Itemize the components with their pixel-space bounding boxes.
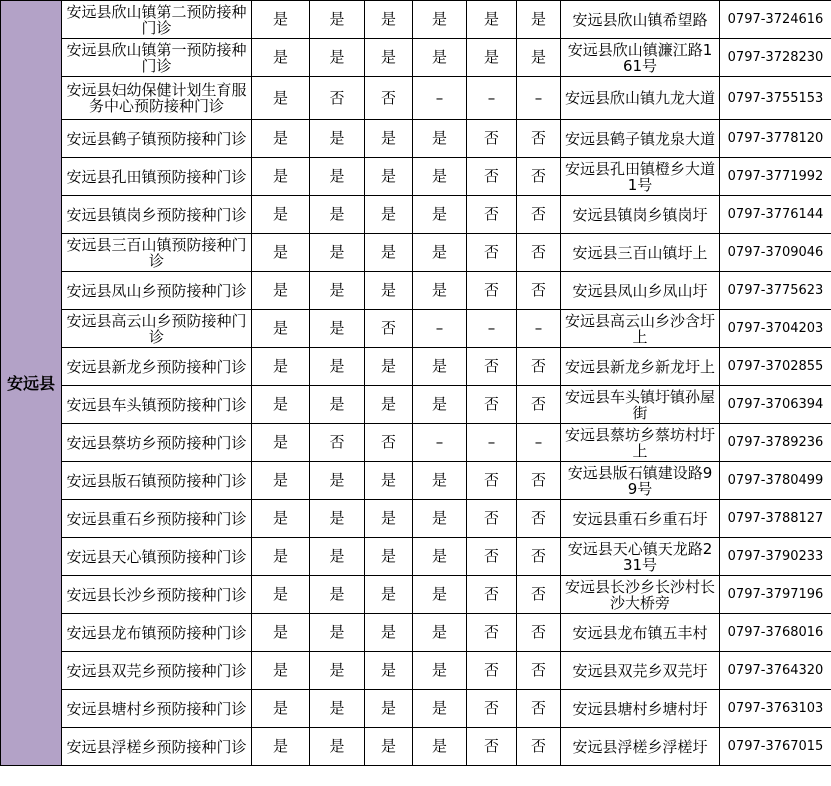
phone-cell: 0797-3755153	[720, 77, 831, 120]
address-cell: 安远县双芫乡双芫圩	[561, 652, 720, 690]
service-1-cell: 是	[252, 386, 310, 424]
service-5-cell: 否	[467, 120, 517, 158]
service-4-cell: –	[413, 310, 467, 348]
phone-cell: 0797-3767015	[720, 728, 831, 766]
service-6-cell: 否	[517, 538, 561, 576]
address-cell: 安远县欣山镇九龙大道	[561, 77, 720, 120]
address-cell: 安远县长沙乡长沙村长沙大桥旁	[561, 576, 720, 614]
service-5-cell: 否	[467, 234, 517, 272]
service-6-cell: 是	[517, 39, 561, 77]
service-3-cell: 是	[365, 462, 413, 500]
phone-cell: 0797-3702855	[720, 348, 831, 386]
address-cell: 安远县浮槎乡浮槎圩	[561, 728, 720, 766]
address-cell: 安远县塘村乡塘村圩	[561, 690, 720, 728]
service-6-cell: 否	[517, 158, 561, 196]
phone-cell: 0797-3768016	[720, 614, 831, 652]
service-1-cell: 是	[252, 234, 310, 272]
clinic-name-cell: 安远县重石乡预防接种门诊	[62, 500, 252, 538]
service-4-cell: 是	[413, 196, 467, 234]
table-row	[1, 1, 831, 39]
address-cell: 安远县天心镇天龙路231号	[561, 538, 720, 576]
phone-cell: 0797-3797196	[720, 576, 831, 614]
address-cell: 安远县欣山镇濂江路161号	[561, 39, 720, 77]
service-6-cell: –	[517, 77, 561, 120]
phone-cell: 0797-3775623	[720, 272, 831, 310]
service-5-cell: –	[467, 77, 517, 120]
service-3-cell: 是	[365, 500, 413, 538]
phone-cell: 0797-3790233	[720, 538, 831, 576]
phone-cell: 0797-3788127	[720, 500, 831, 538]
phone-cell: 0797-3709046	[720, 234, 831, 272]
service-3-cell: 是	[365, 234, 413, 272]
service-5-cell: 否	[467, 614, 517, 652]
table-row	[1, 120, 831, 158]
service-2-cell: 是	[310, 272, 365, 310]
service-6-cell: 否	[517, 386, 561, 424]
service-1-cell: 是	[252, 310, 310, 348]
clinic-name-cell: 安远县长沙乡预防接种门诊	[62, 576, 252, 614]
phone-cell: 0797-3724616	[720, 1, 831, 39]
service-4-cell: 是	[413, 348, 467, 386]
service-4-cell: 是	[413, 538, 467, 576]
service-3-cell: 是	[365, 196, 413, 234]
service-1-cell: 是	[252, 500, 310, 538]
service-3-cell: 是	[365, 386, 413, 424]
clinic-name-cell: 安远县龙布镇预防接种门诊	[62, 614, 252, 652]
service-6-cell: –	[517, 310, 561, 348]
service-2-cell: 是	[310, 120, 365, 158]
service-3-cell: 是	[365, 348, 413, 386]
table-row	[1, 424, 831, 462]
service-2-cell: 是	[310, 538, 365, 576]
clinic-name-cell: 安远县凤山乡预防接种门诊	[62, 272, 252, 310]
clinic-name-cell: 安远县版石镇预防接种门诊	[62, 462, 252, 500]
service-1-cell: 是	[252, 538, 310, 576]
clinic-name-cell: 安远县妇幼保健计划生育服务中心预防接种门诊	[62, 77, 252, 120]
phone-cell: 0797-3706394	[720, 386, 831, 424]
clinic-table-body	[1, 1, 831, 766]
service-3-cell: 是	[365, 120, 413, 158]
address-cell: 安远县版石镇建设路99号	[561, 462, 720, 500]
table-row	[1, 39, 831, 77]
service-3-cell: 是	[365, 652, 413, 690]
service-5-cell: –	[467, 310, 517, 348]
service-2-cell: 是	[310, 728, 365, 766]
service-6-cell: 否	[517, 272, 561, 310]
service-2-cell: 是	[310, 39, 365, 77]
clinic-name-cell: 安远县鹤子镇预防接种门诊	[62, 120, 252, 158]
table-row	[1, 728, 831, 766]
service-5-cell: 否	[467, 690, 517, 728]
service-3-cell: 是	[365, 158, 413, 196]
clinic-name-cell: 安远县三百山镇预防接种门诊	[62, 234, 252, 272]
table-row	[1, 652, 831, 690]
clinic-name-cell: 安远县浮槎乡预防接种门诊	[62, 728, 252, 766]
service-2-cell: 是	[310, 386, 365, 424]
clinic-name-cell: 安远县车头镇预防接种门诊	[62, 386, 252, 424]
service-6-cell: 否	[517, 500, 561, 538]
service-2-cell: 是	[310, 462, 365, 500]
service-2-cell: 是	[310, 576, 365, 614]
table-row	[1, 538, 831, 576]
address-cell: 安远县欣山镇希望路	[561, 1, 720, 39]
service-6-cell: 否	[517, 120, 561, 158]
service-5-cell: 否	[467, 538, 517, 576]
service-2-cell: 是	[310, 196, 365, 234]
table-row	[1, 272, 831, 310]
address-cell: 安远县高云山乡沙含圩上	[561, 310, 720, 348]
service-5-cell: –	[467, 424, 517, 462]
phone-cell: 0797-3771992	[720, 158, 831, 196]
clinic-name-cell: 安远县高云山乡预防接种门诊	[62, 310, 252, 348]
service-4-cell: 是	[413, 1, 467, 39]
service-2-cell: 否	[310, 77, 365, 120]
table-row	[1, 77, 831, 120]
service-1-cell: 是	[252, 652, 310, 690]
clinic-name-cell: 安远县天心镇预防接种门诊	[62, 538, 252, 576]
phone-cell: 0797-3704203	[720, 310, 831, 348]
service-1-cell: 是	[252, 77, 310, 120]
service-4-cell: 是	[413, 690, 467, 728]
service-5-cell: 否	[467, 652, 517, 690]
service-1-cell: 是	[252, 424, 310, 462]
table-row	[1, 234, 831, 272]
service-3-cell: 是	[365, 690, 413, 728]
service-4-cell: 是	[413, 614, 467, 652]
table-row	[1, 196, 831, 234]
service-1-cell: 是	[252, 690, 310, 728]
service-1-cell: 是	[252, 728, 310, 766]
phone-cell: 0797-3778120	[720, 120, 831, 158]
table-row	[1, 576, 831, 614]
service-4-cell: 是	[413, 120, 467, 158]
service-5-cell: 是	[467, 1, 517, 39]
service-4-cell: 是	[413, 39, 467, 77]
service-6-cell: 否	[517, 234, 561, 272]
phone-cell: 0797-3763103	[720, 690, 831, 728]
clinic-name-cell: 安远县欣山镇第一预防接种门诊	[62, 39, 252, 77]
table-row	[1, 310, 831, 348]
service-5-cell: 否	[467, 500, 517, 538]
service-4-cell: 是	[413, 500, 467, 538]
county-cell: 安远县	[1, 1, 62, 766]
clinic-name-cell: 安远县塘村乡预防接种门诊	[62, 690, 252, 728]
phone-cell: 0797-3728230	[720, 39, 831, 77]
service-1-cell: 是	[252, 462, 310, 500]
clinic-name-cell: 安远县双芫乡预防接种门诊	[62, 652, 252, 690]
table-row	[1, 690, 831, 728]
service-2-cell: 是	[310, 614, 365, 652]
service-6-cell: 是	[517, 1, 561, 39]
clinic-name-cell: 安远县镇岗乡预防接种门诊	[62, 196, 252, 234]
service-5-cell: 否	[467, 272, 517, 310]
clinic-name-cell: 安远县孔田镇预防接种门诊	[62, 158, 252, 196]
service-6-cell: –	[517, 424, 561, 462]
table-row	[1, 348, 831, 386]
service-2-cell: 是	[310, 652, 365, 690]
service-1-cell: 是	[252, 158, 310, 196]
service-6-cell: 否	[517, 614, 561, 652]
service-4-cell: –	[413, 424, 467, 462]
service-6-cell: 否	[517, 196, 561, 234]
service-6-cell: 否	[517, 728, 561, 766]
clinic-name-cell: 安远县欣山镇第二预防接种门诊	[62, 1, 252, 39]
service-3-cell: 是	[365, 538, 413, 576]
service-5-cell: 否	[467, 386, 517, 424]
clinic-name-cell: 安远县蔡坊乡预防接种门诊	[62, 424, 252, 462]
service-3-cell: 是	[365, 272, 413, 310]
service-4-cell: 是	[413, 652, 467, 690]
service-1-cell: 是	[252, 576, 310, 614]
service-5-cell: 否	[467, 576, 517, 614]
phone-cell: 0797-3764320	[720, 652, 831, 690]
service-2-cell: 是	[310, 1, 365, 39]
service-2-cell: 否	[310, 424, 365, 462]
service-1-cell: 是	[252, 39, 310, 77]
service-3-cell: 否	[365, 77, 413, 120]
service-1-cell: 是	[252, 196, 310, 234]
service-6-cell: 否	[517, 576, 561, 614]
service-1-cell: 是	[252, 614, 310, 652]
address-cell: 安远县龙布镇五丰村	[561, 614, 720, 652]
service-4-cell: 是	[413, 234, 467, 272]
service-4-cell: 是	[413, 728, 467, 766]
service-3-cell: 是	[365, 39, 413, 77]
service-4-cell: –	[413, 77, 467, 120]
service-6-cell: 否	[517, 690, 561, 728]
address-cell: 安远县车头镇圩镇孙屋街	[561, 386, 720, 424]
table-row	[1, 386, 831, 424]
address-cell: 安远县重石乡重石圩	[561, 500, 720, 538]
service-2-cell: 是	[310, 310, 365, 348]
service-1-cell: 是	[252, 120, 310, 158]
service-5-cell: 是	[467, 39, 517, 77]
service-5-cell: 否	[467, 158, 517, 196]
service-4-cell: 是	[413, 576, 467, 614]
service-2-cell: 是	[310, 500, 365, 538]
service-5-cell: 否	[467, 348, 517, 386]
service-3-cell: 否	[365, 310, 413, 348]
service-3-cell: 是	[365, 1, 413, 39]
service-1-cell: 是	[252, 348, 310, 386]
service-2-cell: 是	[310, 234, 365, 272]
address-cell: 安远县凤山乡凤山圩	[561, 272, 720, 310]
service-4-cell: 是	[413, 272, 467, 310]
table-row	[1, 462, 831, 500]
service-4-cell: 是	[413, 158, 467, 196]
address-cell: 安远县镇岗乡镇岗圩	[561, 196, 720, 234]
service-5-cell: 否	[467, 196, 517, 234]
phone-cell: 0797-3776144	[720, 196, 831, 234]
service-2-cell: 是	[310, 690, 365, 728]
service-6-cell: 否	[517, 652, 561, 690]
service-2-cell: 是	[310, 158, 365, 196]
service-6-cell: 否	[517, 348, 561, 386]
service-3-cell: 是	[365, 728, 413, 766]
service-4-cell: 是	[413, 462, 467, 500]
address-cell: 安远县新龙乡新龙圩上	[561, 348, 720, 386]
service-5-cell: 否	[467, 462, 517, 500]
phone-cell: 0797-3780499	[720, 462, 831, 500]
service-1-cell: 是	[252, 272, 310, 310]
table-row	[1, 158, 831, 196]
service-1-cell: 是	[252, 1, 310, 39]
service-2-cell: 是	[310, 348, 365, 386]
service-4-cell: 是	[413, 386, 467, 424]
phone-cell: 0797-3789236	[720, 424, 831, 462]
service-5-cell: 否	[467, 728, 517, 766]
service-6-cell: 否	[517, 462, 561, 500]
clinic-name-cell: 安远县新龙乡预防接种门诊	[62, 348, 252, 386]
table-row	[1, 614, 831, 652]
service-3-cell: 是	[365, 614, 413, 652]
address-cell: 安远县蔡坊乡蔡坊村圩上	[561, 424, 720, 462]
table-row	[1, 500, 831, 538]
service-3-cell: 是	[365, 576, 413, 614]
address-cell: 安远县孔田镇橙乡大道1号	[561, 158, 720, 196]
service-3-cell: 否	[365, 424, 413, 462]
address-cell: 安远县三百山镇圩上	[561, 234, 720, 272]
address-cell: 安远县鹤子镇龙泉大道	[561, 120, 720, 158]
